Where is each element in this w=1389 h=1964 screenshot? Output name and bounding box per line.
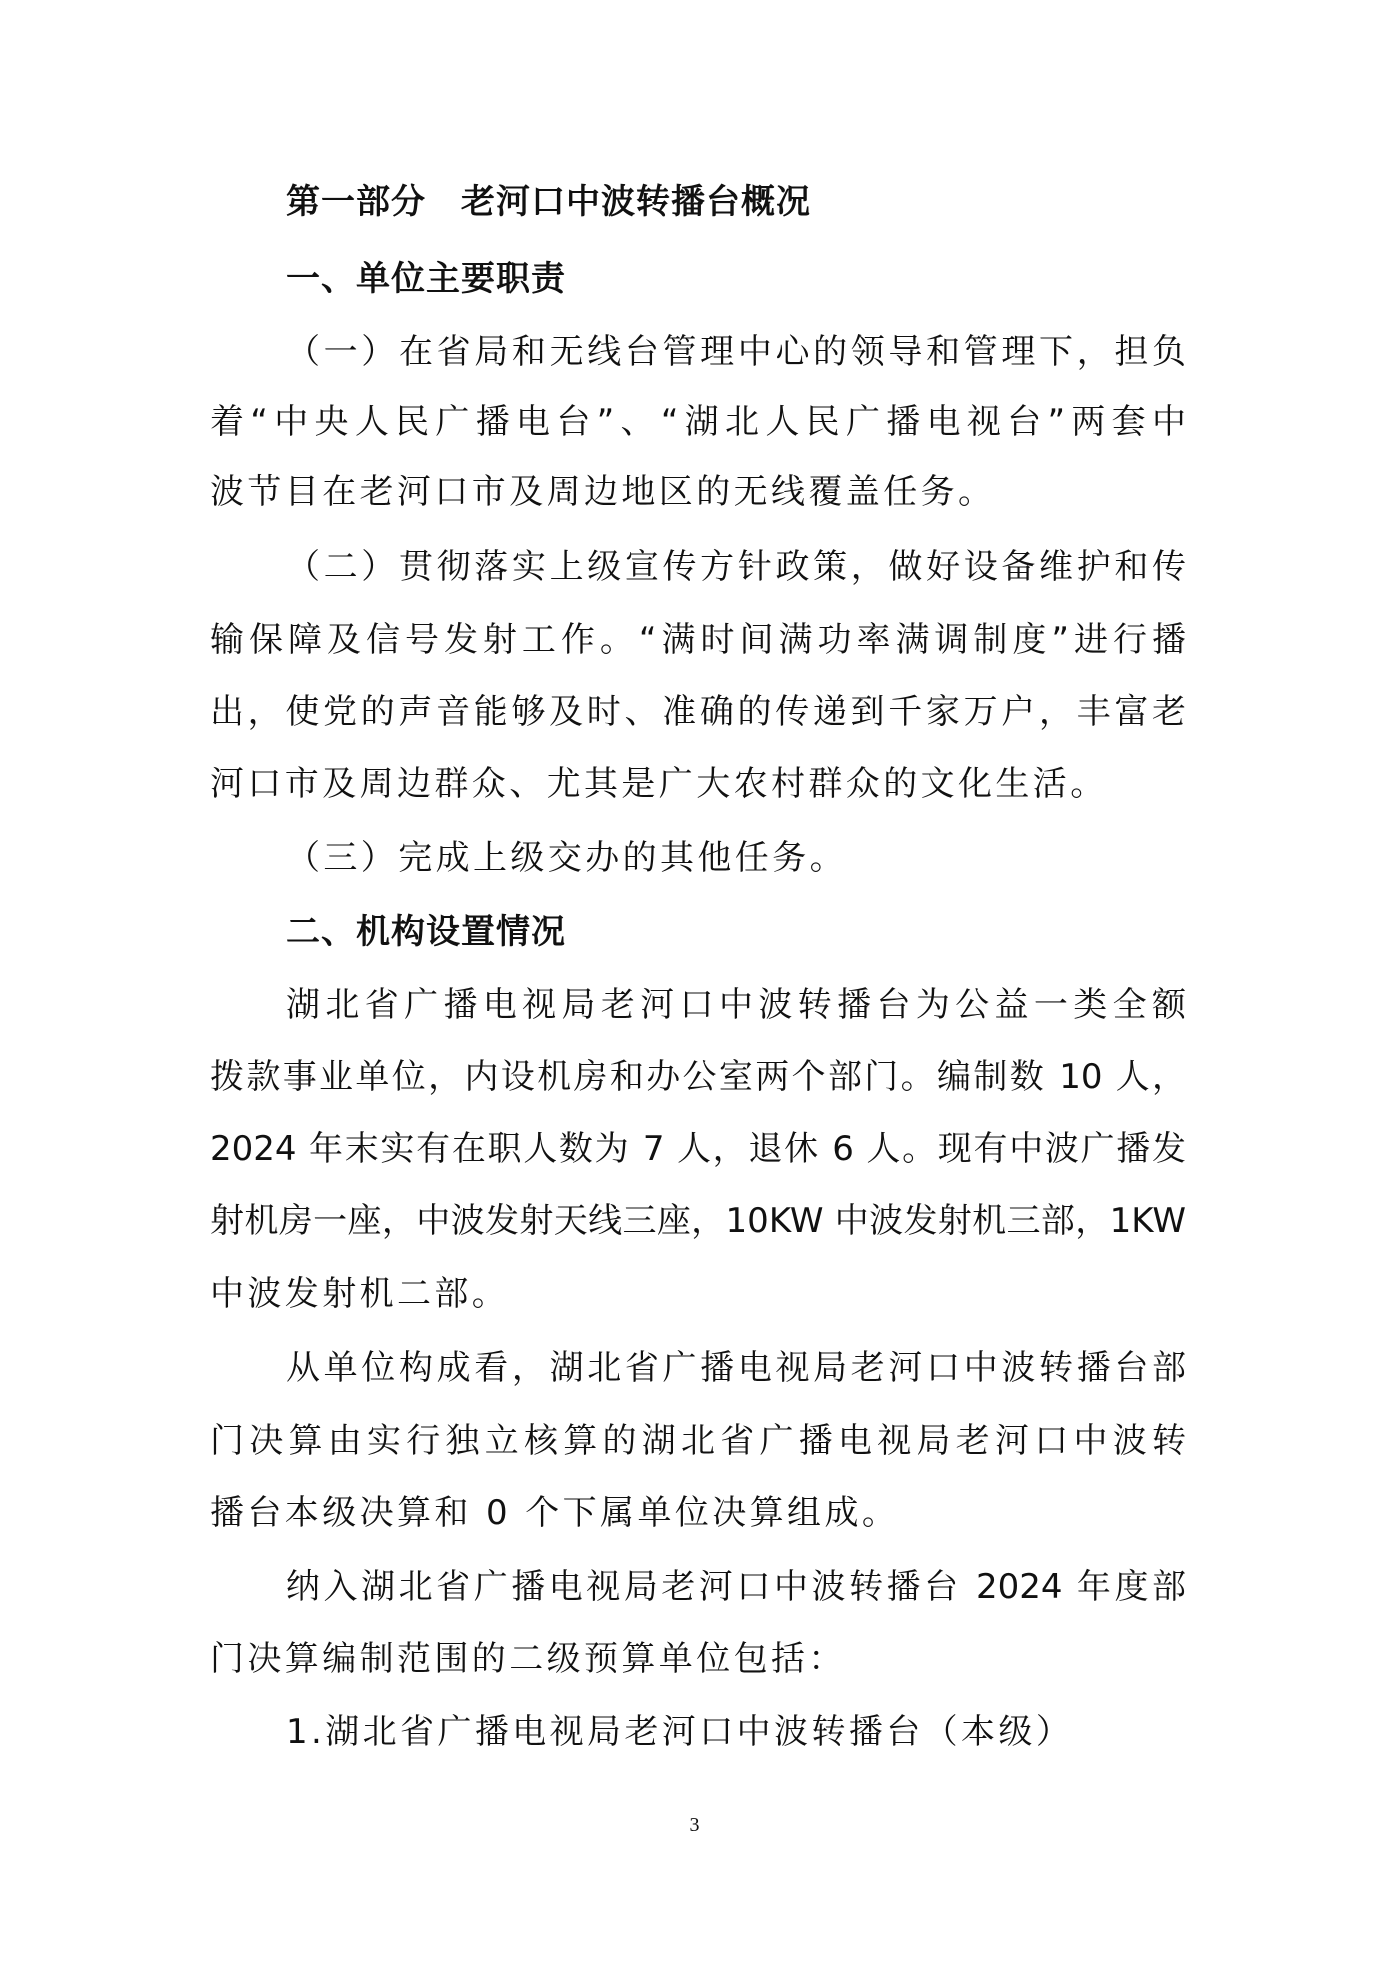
paragraph-line: 出，使党的声音能够及时、准确的传递到千家万户，丰富老: [210, 692, 1186, 732]
paragraph-line: 湖北省广播电视局老河口中波转播台为公益一类全额: [286, 985, 1186, 1025]
paragraph-line: 河口市及周边群众、尤其是广大农村群众的文化生活。: [210, 764, 1108, 804]
paragraph-line: 门决算编制范围的二级预算单位包括：: [210, 1639, 846, 1679]
paragraph-line: 输保障及信号发射工作。“满时间满功率满调制度”进行播: [210, 620, 1186, 660]
paragraph-line: 射机房一座，中波发射天线三座，10KW 中波发射机三部，1KW: [210, 1201, 1186, 1241]
paragraph-line: 播台本级决算和 0 个下属单位决算组成。: [210, 1493, 900, 1533]
page-number: 3: [689, 1814, 700, 1836]
paragraph-line: 波节目在老河口市及周边地区的无线覆盖任务。: [210, 472, 996, 512]
paragraph-line: （三）完成上级交办的其他任务。: [286, 838, 847, 878]
part-title: 第一部分 老河口中波转播台概况: [286, 182, 811, 222]
paragraph-line: 纳入湖北省广播电视局老河口中波转播台 2024 年度部: [286, 1567, 1186, 1607]
section-heading-organization: 二、机构设置情况: [286, 912, 566, 952]
list-item: 1.湖北省广播电视局老河口中波转播台（本级）: [286, 1712, 1074, 1752]
paragraph-line: 2024 年末实有在职人数为 7 人，退休 6 人。现有中波广播发: [210, 1129, 1186, 1169]
paragraph-line: 着“中央人民广播电台”、“湖北人民广播电视台”两套中: [210, 402, 1186, 442]
paragraph-line: 门决算由实行独立核算的湖北省广播电视局老河口中波转: [210, 1421, 1186, 1461]
paragraph-line: 从单位构成看，湖北省广播电视局老河口中波转播台部: [286, 1348, 1186, 1388]
paragraph-line: 拨款事业单位，内设机房和办公室两个部门。编制数 10 人，: [210, 1057, 1186, 1097]
paragraph-line: （二）贯彻落实上级宣传方针政策，做好设备维护和传: [286, 547, 1186, 587]
section-heading-responsibilities: 一、单位主要职责: [286, 259, 566, 299]
paragraph-line: 中波发射机二部。: [210, 1274, 510, 1314]
paragraph-line: （一）在省局和无线台管理中心的领导和管理下，担负: [286, 332, 1186, 372]
